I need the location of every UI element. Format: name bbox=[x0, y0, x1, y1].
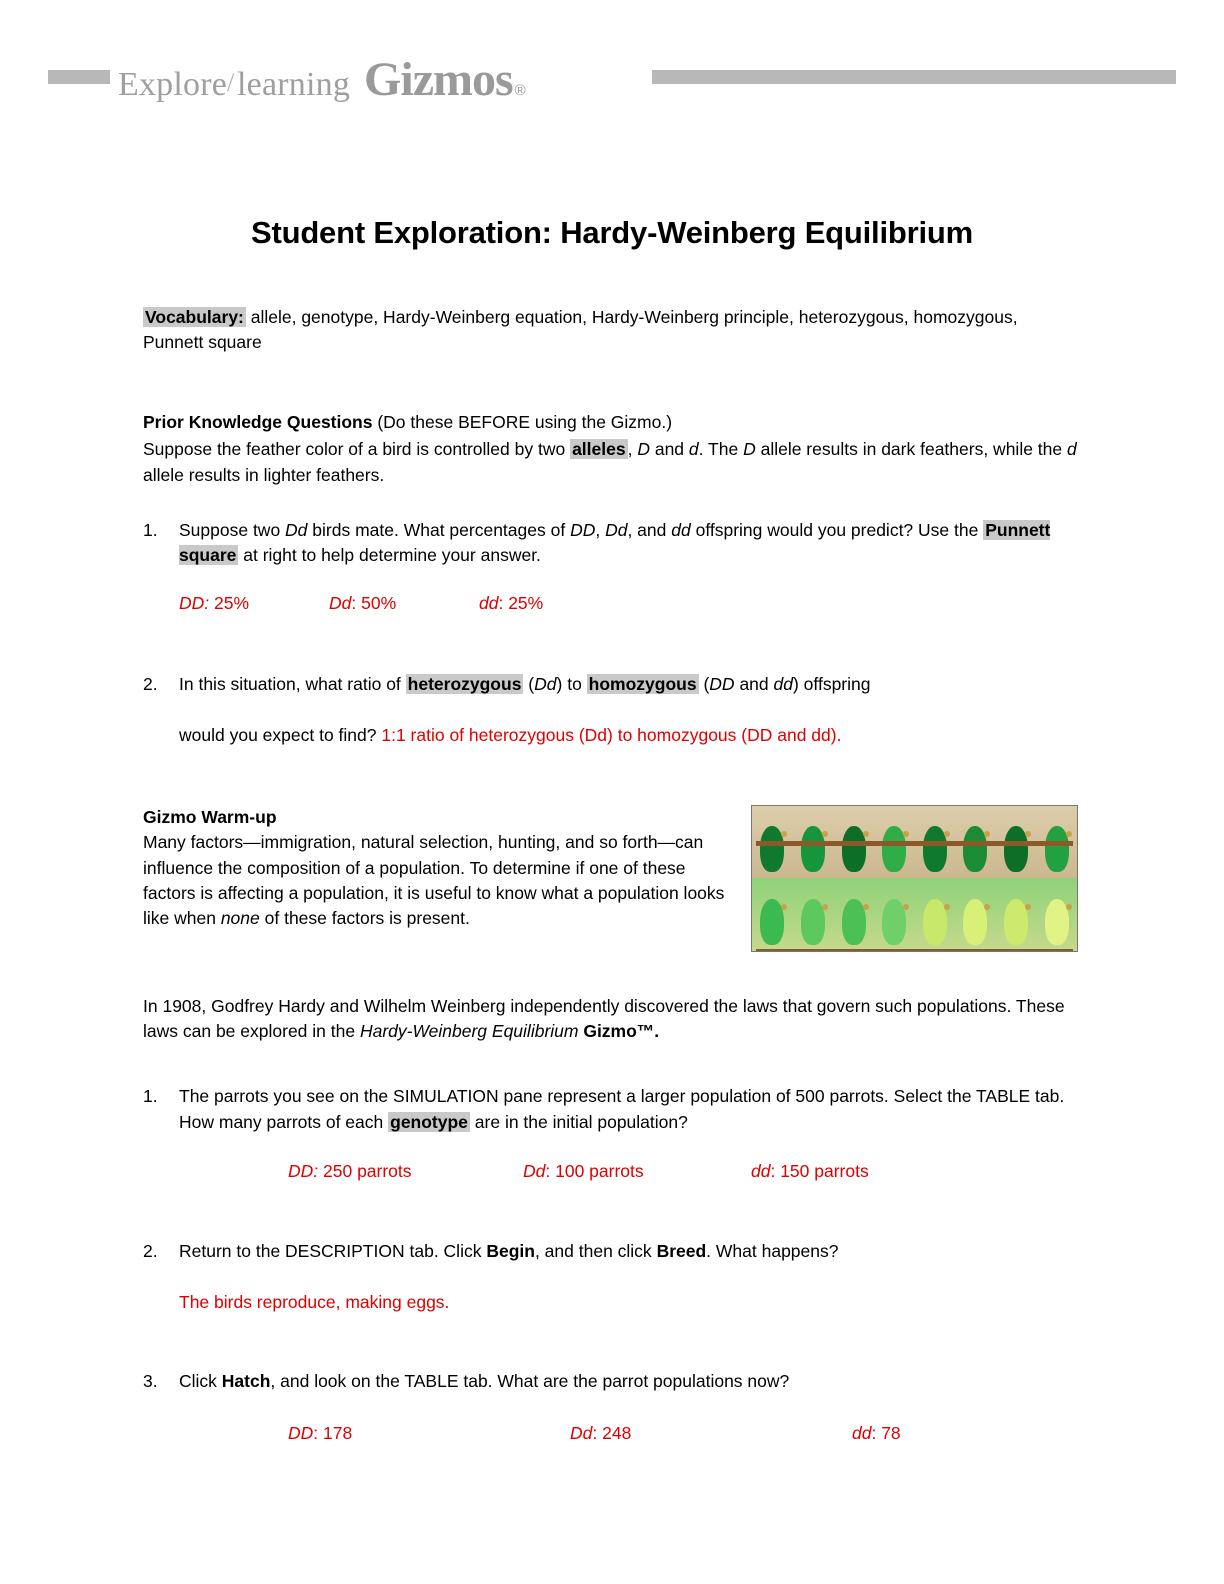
gq3-answer-dd bbox=[852, 1421, 901, 1446]
gq2-begin-button-label: Begin bbox=[486, 1240, 535, 1261]
warmup-p1-a: Many factors—immigration, natural selection, hunting, and so forth—can influence the composition of a population. To determine if one of these factors is affecting a population, it is useful to know what a population looks like when bbox=[143, 832, 725, 929]
prior-question-2 bbox=[143, 672, 1078, 749]
q2-homozygous-highlight: homozygous bbox=[588, 674, 697, 694]
q1-i3: Dd bbox=[605, 519, 628, 540]
prior-question-2-text bbox=[179, 672, 1078, 749]
prior-knowledge-heading-rest: (Do these BEFORE using the Gizmo.) bbox=[372, 411, 673, 432]
q2-t5: and bbox=[734, 674, 774, 694]
answer-dd-value: : 25% bbox=[498, 592, 544, 613]
gq1-answer-DD-value: 250 parrots bbox=[318, 1161, 412, 1182]
gizmo-warmup-paragraph-2 bbox=[143, 962, 1078, 1045]
gq1-answer-dd bbox=[751, 1159, 869, 1184]
q2-i1: Dd bbox=[534, 674, 557, 694]
vocabulary-block bbox=[143, 305, 1078, 356]
bird-icon bbox=[842, 899, 866, 945]
gq3-hatch-button-label: Hatch bbox=[221, 1371, 271, 1392]
q1-i1: Dd bbox=[285, 519, 308, 540]
warmup-p1-italic: none bbox=[220, 908, 260, 929]
gizmo-question-3-number: 3. bbox=[143, 1371, 158, 1392]
bird-icon bbox=[801, 899, 825, 945]
gq3-answer-DD bbox=[288, 1421, 570, 1446]
intro-alleles-highlight: alleles bbox=[572, 439, 626, 460]
answer-Dd-value: : 50% bbox=[351, 592, 397, 613]
bird-icon bbox=[882, 899, 906, 945]
gq1-answer-Dd-label: Dd bbox=[523, 1161, 546, 1182]
gizmo-question-3-text bbox=[179, 1369, 1078, 1394]
bird-icon bbox=[963, 899, 987, 945]
intro-allele-d2: d bbox=[1067, 439, 1077, 460]
intro-text-c: and bbox=[649, 439, 689, 460]
answer-DD-label: DD: bbox=[179, 592, 210, 613]
bird-icon bbox=[882, 826, 906, 872]
gq1-genotype-highlight: genotype bbox=[390, 1111, 468, 1132]
gq1-answer-dd-label: dd bbox=[751, 1161, 771, 1182]
gizmo-question-1-text bbox=[179, 1084, 1078, 1135]
gizmo-question-1-answers bbox=[143, 1159, 1078, 1184]
gizmo-question-2-text bbox=[179, 1239, 1078, 1264]
q2-t2: ( bbox=[523, 674, 535, 694]
answer-dd bbox=[479, 591, 543, 616]
q2-t6: ) offspring bbox=[792, 674, 871, 694]
gq3-t1: Click bbox=[179, 1371, 222, 1392]
perch-bar bbox=[756, 949, 1073, 952]
answer-Dd-label: Dd bbox=[329, 592, 352, 613]
q2-t7: would you expect to find? bbox=[179, 725, 382, 746]
bird-icon bbox=[963, 826, 987, 872]
perch-bar bbox=[756, 841, 1073, 846]
intro-text-f: allele results in lighter feathers. bbox=[143, 464, 385, 485]
gq3-answer-DD-value: : 178 bbox=[313, 1422, 353, 1443]
gq3-t2: , and look on the TABLE tab. What are the parrot populations now? bbox=[270, 1371, 790, 1392]
answer-DD bbox=[179, 591, 329, 616]
bird-icon bbox=[923, 826, 947, 872]
gq1-answer-Dd-value: : 100 parrots bbox=[545, 1161, 644, 1182]
warmup-p2-b: Gizmo™. bbox=[578, 1021, 660, 1041]
vocabulary-terms: allele, genotype, Hardy-Weinberg equation, Hardy-Weinberg principle, heterozygous, homozygous, Punnett square bbox=[143, 307, 1018, 353]
q2-t1: In this situation, what ratio of bbox=[179, 674, 406, 694]
gq1-answer-DD bbox=[288, 1159, 523, 1184]
q2-i2: DD bbox=[709, 674, 735, 694]
gizmo-question-2-answer: The birds reproduce, making eggs. bbox=[179, 1291, 450, 1312]
gizmo-warmup-paragraph-1 bbox=[143, 830, 728, 932]
gq3-answer-dd-label: dd bbox=[852, 1422, 872, 1443]
warmup-p1-b: of these factors is present. bbox=[259, 908, 470, 929]
prior-question-1-number: 1. bbox=[143, 519, 158, 540]
warmup-p2-italic: Hardy-Weinberg Equilibrium bbox=[359, 1021, 579, 1041]
explorelearning-gizmos-logo bbox=[118, 52, 526, 107]
q1-i4: dd bbox=[671, 519, 691, 540]
gizmo-warmup-block bbox=[143, 805, 1078, 1045]
gq2-t2: , and then click bbox=[534, 1240, 657, 1261]
gq1-answer-dd-value: : 150 parrots bbox=[770, 1161, 869, 1182]
gq1-answer-Dd bbox=[523, 1159, 751, 1184]
logo-gizmos-text: Gizmos bbox=[364, 53, 513, 106]
q1-punnett-square-highlight: Punnett square bbox=[179, 519, 1051, 566]
q1-t1: Suppose two bbox=[179, 519, 286, 540]
bird-icon bbox=[842, 826, 866, 872]
header-band-left bbox=[48, 70, 110, 84]
q1-t4: , and bbox=[627, 519, 672, 540]
logo-registered-mark: ® bbox=[514, 82, 526, 99]
bird-icon bbox=[1004, 826, 1028, 872]
q1-t5: offspring would you predict? Use the bbox=[690, 519, 984, 540]
intro-allele-d: d bbox=[688, 439, 699, 460]
answer-Dd bbox=[329, 591, 479, 616]
prior-knowledge-heading bbox=[143, 410, 1078, 435]
gizmo-warmup-title: Gizmo Warm-up bbox=[143, 806, 277, 827]
gq1-answer-DD-label: DD: bbox=[288, 1161, 319, 1182]
document-content bbox=[143, 305, 1078, 1446]
intro-text-d: . The bbox=[698, 439, 744, 460]
bird-icon bbox=[760, 826, 784, 872]
prior-knowledge-intro bbox=[143, 437, 1078, 488]
header-band-right bbox=[652, 70, 1176, 84]
vocabulary-label: Vocabulary: bbox=[145, 307, 244, 327]
answer-dd-label: dd bbox=[479, 592, 499, 613]
gizmo-question-3-answers bbox=[143, 1421, 1078, 1446]
gizmo-question-2 bbox=[143, 1239, 1078, 1264]
gq2-t3: . What happens? bbox=[706, 1240, 839, 1261]
parrot-top-row bbox=[752, 806, 1077, 879]
gq1-t2: are in the initial population? bbox=[469, 1111, 688, 1132]
gq2-breed-button-label: Breed bbox=[656, 1240, 707, 1261]
q2-heterozygous-highlight: heterozygous bbox=[407, 674, 522, 694]
bird-icon bbox=[1004, 899, 1028, 945]
q1-t6: at right to help determine your answer. bbox=[238, 545, 541, 566]
q1-i2: DD bbox=[570, 519, 596, 540]
gizmo-question-2-number: 2. bbox=[143, 1240, 158, 1261]
q2-i3: dd bbox=[773, 674, 793, 694]
logo-explore-text: Explore bbox=[118, 66, 228, 103]
gq3-answer-Dd bbox=[570, 1421, 852, 1446]
logo-learning-text: learning bbox=[237, 66, 351, 103]
gq2-t1: Return to the DESCRIPTION tab. Click bbox=[179, 1240, 487, 1261]
answer-DD-value: 25% bbox=[209, 592, 250, 613]
gizmo-warmup-text bbox=[143, 805, 728, 932]
gizmo-question-3 bbox=[143, 1369, 1078, 1394]
gq3-answer-DD-label: DD bbox=[288, 1422, 314, 1443]
bird-icon bbox=[1045, 899, 1069, 945]
intro-text-b: , bbox=[627, 439, 638, 460]
gq1-t1: The parrots you see on the SIMULATION pane represent a larger population of 500 parrots. Select the TABLE tab. How many parrots of each bbox=[179, 1086, 1065, 1132]
gizmo-question-1 bbox=[143, 1084, 1078, 1135]
q1-t2: birds mate. What percentages of bbox=[307, 519, 571, 540]
warmup-p2-a: In 1908, Godfrey Hardy and Wilhelm Weinberg independently discovered the laws that govern such populations. These laws can be explored in the bbox=[143, 995, 1065, 1041]
bird-icon bbox=[923, 899, 947, 945]
q2-t4: ( bbox=[698, 674, 710, 694]
bird-icon bbox=[760, 899, 784, 945]
prior-question-1-answers bbox=[143, 591, 1078, 616]
q1-t3: , bbox=[595, 519, 606, 540]
gizmo-question-1-number: 1. bbox=[143, 1086, 158, 1107]
page-title: Student Exploration: Hardy-Weinberg Equilibrium bbox=[250, 215, 973, 250]
q2-line2 bbox=[179, 723, 1078, 748]
gq3-answer-Dd-label: Dd bbox=[570, 1422, 593, 1443]
page-header bbox=[48, 52, 1176, 104]
gq3-answer-dd-value: : 78 bbox=[871, 1422, 901, 1443]
prior-question-1 bbox=[143, 518, 1078, 569]
intro-text-e: allele results in dark feathers, while the bbox=[755, 439, 1067, 460]
prior-question-2-number: 2. bbox=[143, 674, 158, 694]
intro-allele-D: D bbox=[637, 439, 650, 460]
prior-knowledge-heading-bold: Prior Knowledge Questions bbox=[143, 411, 373, 432]
parrot-bottom-row bbox=[752, 878, 1077, 951]
prior-knowledge-block bbox=[143, 410, 1078, 488]
parrot-simulation-image bbox=[751, 805, 1078, 952]
intro-allele-D2: D bbox=[743, 439, 756, 460]
q2-line1 bbox=[179, 672, 1078, 697]
intro-text-a: Suppose the feather color of a bird is controlled by two bbox=[143, 439, 571, 460]
bird-icon bbox=[801, 826, 825, 872]
logo-swoosh-icon: / bbox=[227, 68, 235, 97]
q2-t3: ) to bbox=[556, 674, 587, 694]
prior-question-2-answer: 1:1 ratio of heterozygous (Dd) to homozygous (DD and dd). bbox=[381, 725, 842, 746]
prior-question-1-text bbox=[179, 518, 1078, 569]
bird-icon bbox=[1045, 826, 1069, 872]
gq3-answer-Dd-value: : 248 bbox=[592, 1422, 632, 1443]
